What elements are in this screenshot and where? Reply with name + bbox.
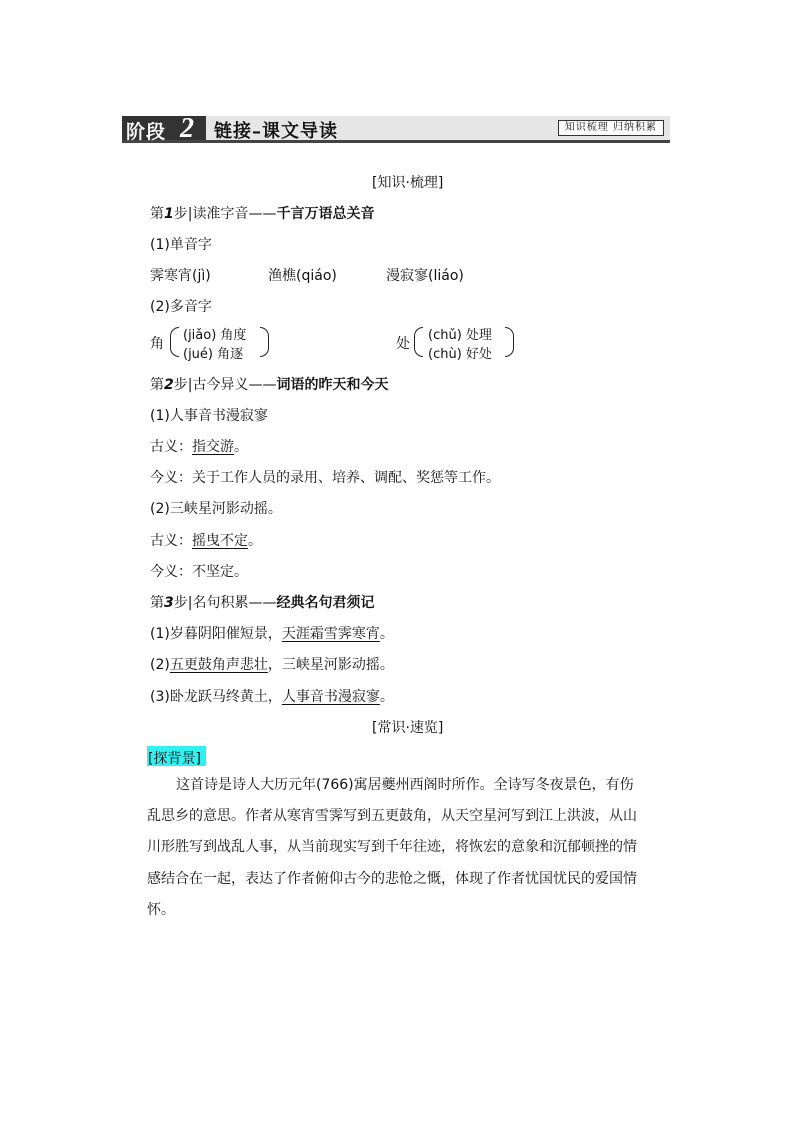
background-line-3: 川形胜写到战乱人事，从当前现实写到千年往迹，将恢宏的意象和沉郁顿挫的情 (147, 839, 637, 855)
quote-2 (150, 654, 394, 674)
quote-2-before: (2) (150, 657, 170, 673)
right-brace-1 (260, 327, 269, 357)
background-line-1: 这首诗是诗人大历元年(766)寓居夔州西阁时所作。全诗写冬夜景色，有伤 (176, 777, 634, 793)
quote-3-before: (3)卧龙跃马终黄土， (150, 689, 282, 705)
quote-2-answer: 五更鼓角声悲壮 (169, 657, 268, 673)
step2-label: 步|古今异义—— (173, 377, 277, 393)
stage-label: 阶段 (126, 121, 167, 143)
stage-badge (122, 113, 206, 144)
meaning1-line: (1)人事音书漫寂寥 (150, 408, 268, 424)
meaning1-ancient-end: 。 (234, 439, 248, 455)
multi-char-1-line2: (jué) 角逐 (183, 347, 244, 362)
meaning1-ancient-answer: 指交游 (192, 439, 234, 455)
quote-3-after: 。 (379, 689, 394, 705)
single-char-heading: (1)单音字 (150, 237, 212, 253)
quote-2-after: ，三峡星河影动摇。 (267, 657, 394, 673)
banner-title: 链接–课文导读 (214, 121, 338, 142)
knowledge-heading: [知识·梳理] (372, 175, 444, 191)
meaning1-modern: 今义：关于工作人员的录用、培养、调配、奖惩等工作。 (150, 470, 500, 486)
meaning1-ancient (150, 436, 248, 456)
step1-number: 1 (164, 206, 174, 222)
step2-title: 词语的昨天和今天 (276, 377, 389, 393)
single-char-item-2: 渔樵(qiáo) (268, 268, 337, 284)
meaning2-ancient-end: 。 (248, 533, 262, 549)
left-brace-2 (414, 327, 423, 357)
background-line-2: 乱思乡的意思。作者从寒宵雪霁写到五更鼓角，从天空星河写到江上洪波，从山 (147, 808, 637, 824)
single-char-item-3: 漫寂寥(liáo) (386, 268, 464, 284)
multi-char-1-line1: (jiǎo) 角度 (183, 328, 247, 343)
quote-3-answer: 人事音书漫寂寥 (281, 689, 380, 705)
step2-number: 2 (164, 377, 174, 393)
section-banner (122, 113, 670, 144)
single-char-item-1: 霁寒宵(jì) (150, 268, 211, 284)
step3-line (150, 592, 374, 612)
step1-prefix: 第 (150, 206, 164, 222)
background-line-4: 感结合在一起，表达了作者俯仰古今的悲怆之慨，体现了作者忧国忧民的爱国情 (147, 871, 637, 887)
step3-label: 步|名句积累—— (173, 595, 277, 611)
multi-char-2-char: 处 (396, 336, 410, 352)
common-heading: [常识·速览] (372, 720, 444, 736)
step3-prefix: 第 (150, 595, 164, 611)
multi-char-1-char: 角 (150, 336, 164, 352)
step1-line (150, 203, 374, 223)
step1-title: 千言万语总关音 (276, 206, 375, 222)
quote-1-after: 。 (379, 626, 394, 642)
quote-1-answer: 天涯霜雪霁寒宵 (281, 626, 380, 642)
step3-title: 经典名句君须记 (276, 595, 375, 611)
multi-char-heading: (2)多音字 (150, 299, 212, 315)
background-tag: [探背景] (148, 751, 201, 767)
multi-char-2-line2: (chù) 好处 (428, 347, 492, 362)
multi-char-2-line1: (chǔ) 处理 (428, 328, 492, 343)
right-brace-2 (505, 327, 514, 357)
step2-line (150, 374, 388, 394)
quote-1 (150, 623, 394, 643)
meaning2-ancient (150, 530, 262, 550)
meaning2-line: (2)三峡星河影动摇。 (150, 501, 282, 517)
step3-number: 3 (164, 595, 174, 611)
quote-3 (150, 686, 394, 706)
banner-tag: 知识梳理 归纳积累 (558, 120, 664, 136)
left-brace-1 (170, 327, 179, 357)
step1-label: 步|读准字音—— (173, 206, 277, 222)
meaning2-ancient-prefix: 古义： (150, 533, 192, 549)
meaning2-modern: 今义：不坚定。 (150, 564, 248, 580)
meaning1-ancient-prefix: 古义： (150, 439, 192, 455)
background-line-5: 怀。 (147, 902, 175, 918)
quote-1-before: (1)岁暮阴阳催短景， (150, 626, 282, 642)
step2-prefix: 第 (150, 377, 164, 393)
meaning2-ancient-answer: 摇曳不定 (192, 533, 248, 549)
stage-number: 2 (180, 113, 194, 144)
